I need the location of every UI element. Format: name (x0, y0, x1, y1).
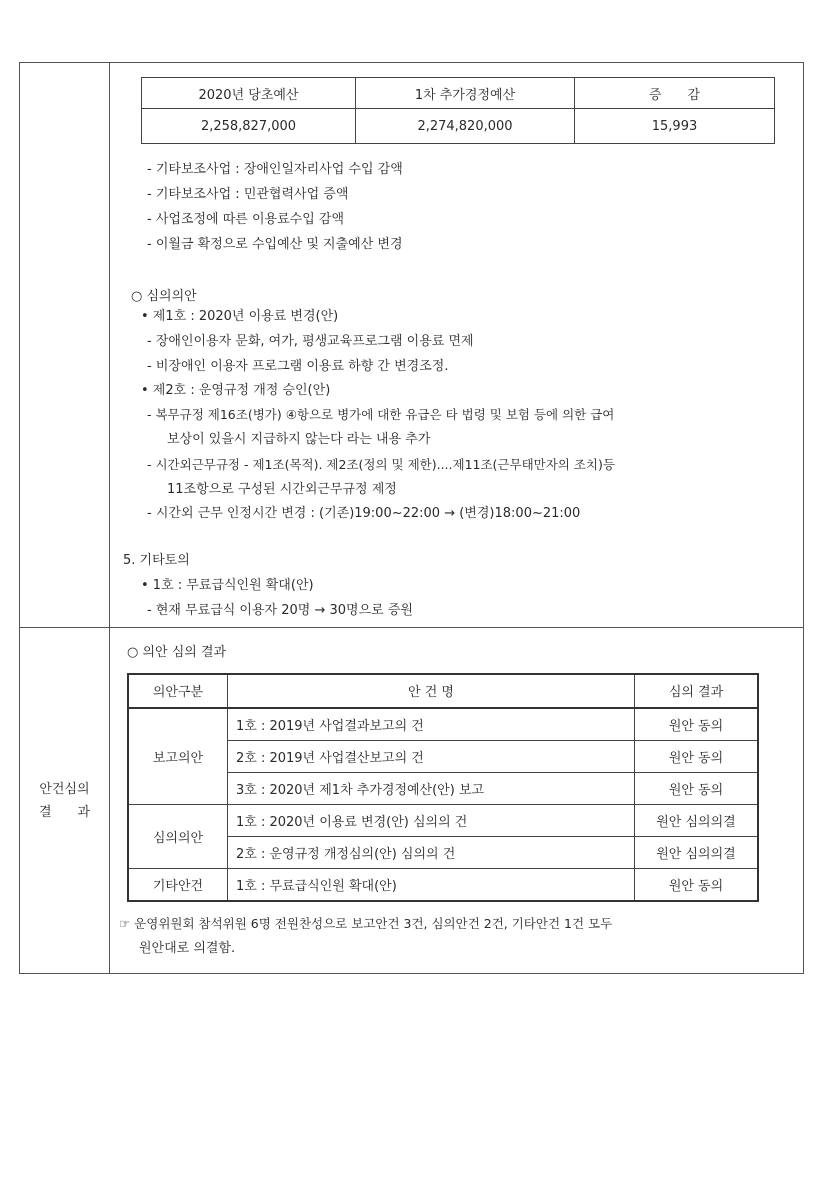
deliberation-item: - 비장애인 이용자 프로그램 이용료 하향 간 변경조정. (147, 359, 449, 374)
deliberation-item: • 제2호 : 운영규정 개정 승인(안) (141, 383, 331, 398)
result-side-label: 결 과 (38, 804, 91, 820)
deliberation-heading: ○ 심의의안 (131, 289, 197, 304)
minutes-table (19, 62, 804, 974)
agenda-result: 원안 동의 (635, 772, 759, 804)
deliberation-item: 보상이 있을시 지급하지 않는다 라는 내용 추가 (167, 432, 431, 447)
table-row (128, 804, 758, 836)
agenda-result: 원안 심의의결 (635, 804, 759, 836)
result-note: ☞ 운영위원회 참석위원 6명 전원찬성으로 보고안건 3건, 심의안건 2건, 기타안건 1건 모두 (119, 915, 613, 931)
agenda-name: 1호 : 무료급식인원 확대(안) (228, 868, 635, 901)
result-note: 원안대로 의결함. (139, 940, 236, 956)
deliberation-item: 11조항으로 구성된 시간외근무규정 제정 (167, 482, 397, 497)
deliberation-item: - 장애인이용자 문화, 여가, 평생교육프로그램 이용료 면제 (147, 334, 474, 349)
other-item: • 1호 : 무료급식인원 확대(안) (141, 578, 314, 593)
agenda-result: 원안 동의 (635, 740, 759, 772)
agenda-name: 2호 : 2019년 사업결산보고의 건 (228, 740, 635, 772)
budget-value-change: 15,993 (575, 109, 775, 144)
result-label-cell (20, 627, 110, 973)
result-header-category: 의안구분 (128, 674, 228, 708)
budget-header-supplementary: 1차 추가경정예산 (356, 78, 575, 109)
category-cell: 심의의안 (128, 804, 228, 868)
agenda-result: 원안 심의의결 (635, 836, 759, 868)
agenda-name: 1호 : 2019년 사업결과보고의 건 (228, 708, 635, 741)
agenda-name: 2호 : 운영규정 개정심의(안) 심의의 건 (228, 836, 635, 868)
result-content-cell (110, 627, 804, 973)
category-cell: 기타안건 (128, 868, 228, 901)
budget-value-supplementary: 2,274,820,000 (356, 109, 575, 144)
result-table (127, 673, 759, 902)
budget-note: - 기타보조사업 : 장애인일자리사업 수입 감액 (147, 162, 403, 177)
left-cell-empty (20, 63, 110, 628)
agenda-name: 3호 : 2020년 제1차 추가경정예산(안) 보고 (228, 772, 635, 804)
table-row (128, 868, 758, 901)
result-heading: ○ 의안 심의 결과 (127, 644, 227, 660)
result-side-label: 안건심의 (39, 781, 90, 797)
budget-header-change: 증 감 (575, 78, 775, 109)
agenda-result: 원안 동의 (635, 868, 759, 901)
result-header-result: 심의 결과 (635, 674, 759, 708)
category-cell: 보고의안 (128, 708, 228, 805)
budget-table (141, 77, 775, 144)
budget-note: - 이월금 확정으로 수입예산 및 지출예산 변경 (147, 237, 403, 252)
result-header-name: 안 건 명 (228, 674, 635, 708)
other-item: - 현재 무료급식 이용자 20명 → 30명으로 증원 (147, 603, 413, 618)
budget-value-original: 2,258,827,000 (142, 109, 356, 144)
agenda-name: 1호 : 2020년 이용료 변경(안) 심의의 건 (228, 804, 635, 836)
table-row (128, 708, 758, 741)
other-heading: 5. 기타토의 (123, 553, 190, 568)
budget-header-original: 2020년 당초예산 (142, 78, 356, 109)
deliberation-item: - 시간외 근무 인정시간 변경 : (기존)19:00~22:00 → (변경)18:00~21:00 (147, 506, 581, 521)
deliberation-item: • 제1호 : 2020년 이용료 변경(안) (141, 309, 339, 324)
budget-note: - 사업조정에 따른 이용료수입 감액 (147, 212, 345, 227)
agenda-content-cell (110, 63, 804, 628)
agenda-result: 원안 동의 (635, 708, 759, 741)
deliberation-item: - 시간외근무규정 - 제1조(목적). 제2조(정의 및 제한)....제11조(근무태만자의 조치)등 (147, 457, 615, 472)
deliberation-item: - 복무규정 제16조(병가) ④항으로 병가에 대한 유급은 타 법령 및 보험 등에 의한 급여 (147, 407, 615, 422)
budget-note: - 기타보조사업 : 민관협력사업 증액 (147, 187, 349, 202)
